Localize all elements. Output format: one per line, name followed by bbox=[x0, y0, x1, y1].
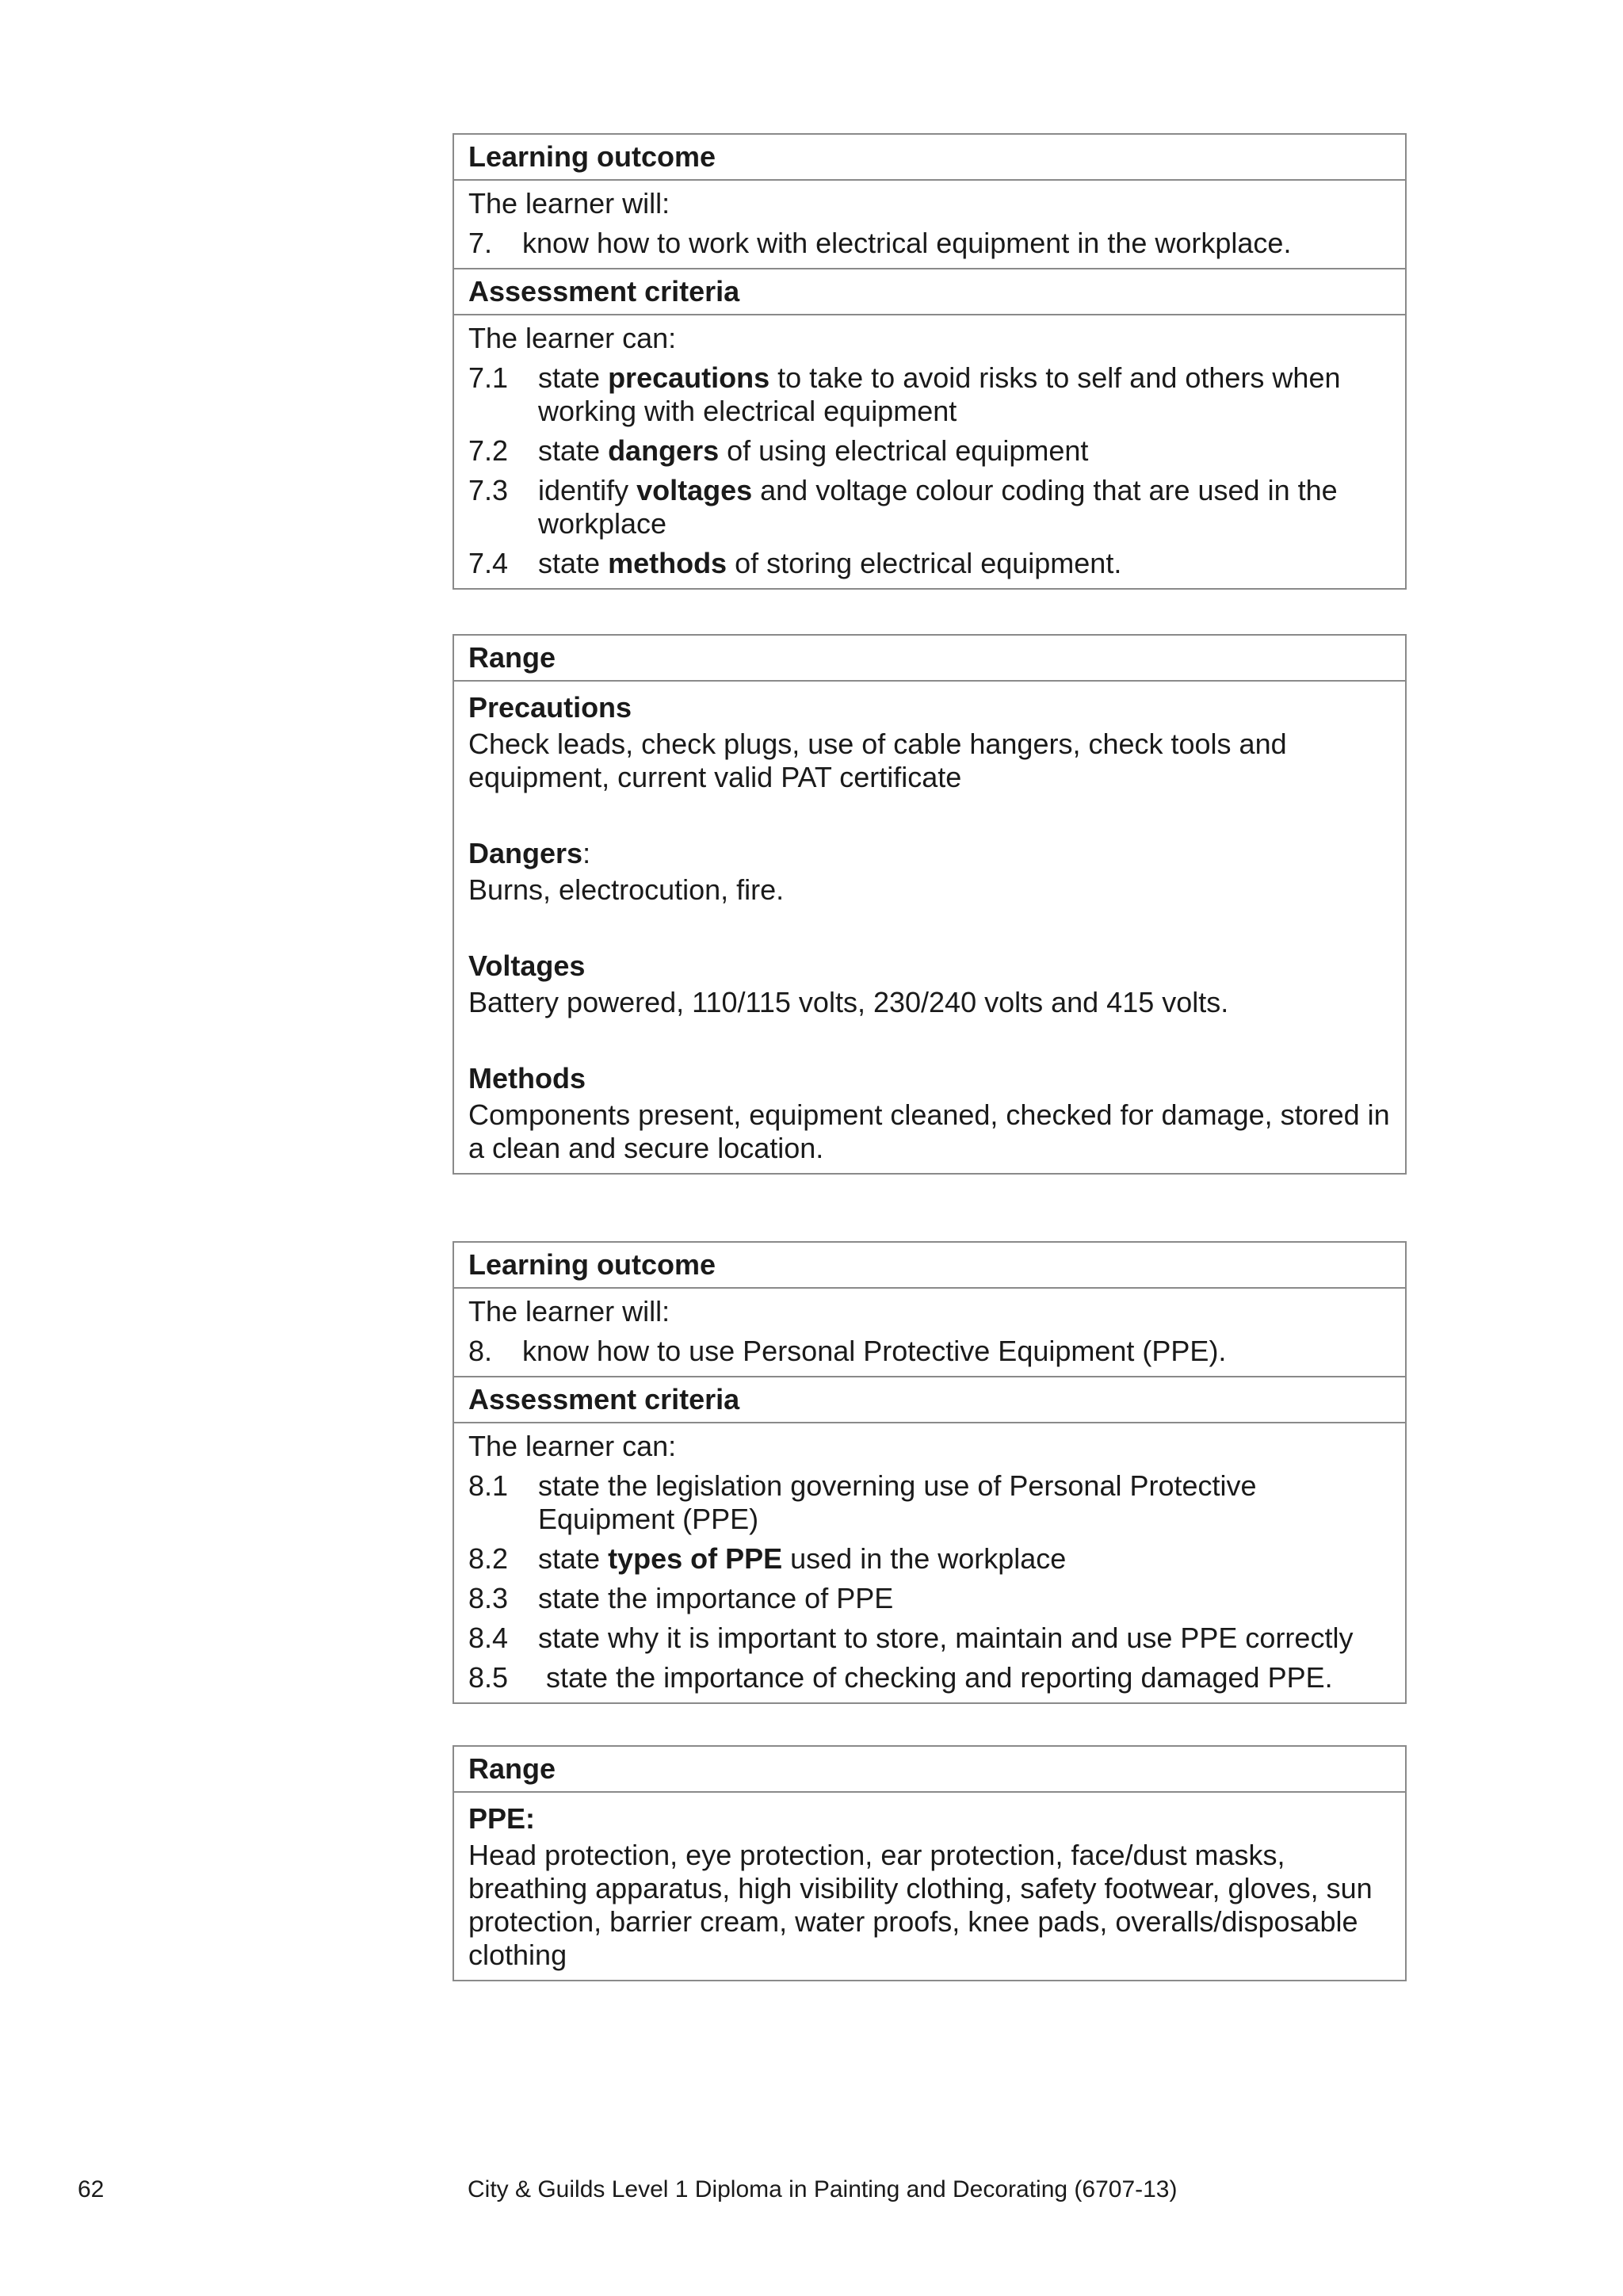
outcome-item bbox=[468, 1335, 1391, 1368]
criterion-item bbox=[468, 1661, 1391, 1694]
criterion-text: state the importance of PPE bbox=[538, 1582, 894, 1614]
range-section-title: Voltages bbox=[468, 949, 586, 982]
criterion-number: 7.3 bbox=[468, 474, 509, 506]
range-section-title: Methods bbox=[468, 1062, 586, 1095]
criterion-number: 8.5 bbox=[468, 1661, 509, 1694]
criterion-text: state methods of storing electrical equipment. bbox=[538, 547, 1122, 579]
range-section-title: PPE: bbox=[468, 1802, 536, 1835]
assessment-criteria-body bbox=[454, 314, 1405, 588]
learning-outcome-body bbox=[454, 1287, 1405, 1376]
criterion-text: state types of PPE used in the workplace bbox=[538, 1542, 1067, 1575]
criterion-text: state the legislation governing use of Personal Protective Equipment (PPE) bbox=[538, 1469, 1257, 1535]
criterion-number: 8.4 bbox=[468, 1622, 509, 1654]
assessment-criteria-header: Assessment criteria bbox=[454, 268, 1405, 314]
learning-outcome-body bbox=[454, 179, 1405, 268]
criterion-text: state the importance of checking and reporting damaged PPE. bbox=[538, 1661, 1333, 1694]
page-number: 62 bbox=[78, 2176, 105, 2202]
criterion-number: 7.1 bbox=[468, 361, 509, 394]
assessment-criteria-header: Assessment criteria bbox=[454, 1376, 1405, 1422]
outcome-text: know how to work with electrical equipment in the workplace. bbox=[522, 227, 1292, 259]
criterion-item bbox=[468, 1582, 1391, 1615]
criterion-item bbox=[468, 547, 1391, 580]
criterion-item bbox=[468, 1469, 1391, 1536]
criterion-item bbox=[468, 1622, 1391, 1655]
range-section-title: Dangers: bbox=[468, 837, 591, 869]
assessment-criteria-body bbox=[454, 1422, 1405, 1702]
range-section-text: Head protection, eye protection, ear protection, face/dust masks, breathing apparatus, high visibility clothing, safety footwear, gloves, sun protection, barrier cream, water proofs, knee pads, overalls/disposable clothing bbox=[468, 1839, 1373, 1971]
criterion-number: 7.4 bbox=[468, 547, 509, 579]
range-body bbox=[454, 680, 1405, 1173]
range-8-table bbox=[453, 1745, 1407, 1981]
criterion-item bbox=[468, 361, 1391, 428]
outcome-number: 8. bbox=[468, 1335, 493, 1367]
learning-outcome-7-table bbox=[453, 133, 1407, 590]
range-header: Range bbox=[468, 1752, 556, 1785]
learning-outcome-8-table bbox=[453, 1241, 1407, 1704]
learning-outcome-header: Learning outcome bbox=[468, 140, 716, 173]
range-section-text: Components present, equipment cleaned, checked for damage, stored in a clean and secure location. bbox=[468, 1098, 1390, 1164]
range-7-table bbox=[453, 634, 1407, 1175]
learner-will-intro: The learner will: bbox=[468, 187, 670, 220]
criterion-text: state precautions to take to avoid risks to self and others when working with electrical equipment bbox=[538, 361, 1341, 427]
range-header: Range bbox=[468, 641, 556, 674]
footer-title: City & Guilds Level 1 Diploma in Painting and Decorating (6707-13) bbox=[468, 2176, 1178, 2202]
outcome-number: 7. bbox=[468, 227, 493, 259]
range-section-text: Battery powered, 110/115 volts, 230/240 volts and 415 volts. bbox=[468, 986, 1229, 1018]
learner-can-intro: The learner can: bbox=[468, 322, 677, 354]
criterion-number: 7.2 bbox=[468, 434, 509, 467]
learning-outcome-header: Learning outcome bbox=[468, 1248, 716, 1281]
learner-will-intro: The learner will: bbox=[468, 1295, 670, 1328]
criterion-item bbox=[468, 1542, 1391, 1576]
criterion-number: 8.2 bbox=[468, 1542, 509, 1575]
criterion-number: 8.1 bbox=[468, 1469, 509, 1502]
criterion-text: state why it is important to store, maintain and use PPE correctly bbox=[538, 1622, 1354, 1654]
range-section-text: Burns, electrocution, fire. bbox=[468, 873, 785, 906]
range-body bbox=[454, 1791, 1405, 1980]
criterion-number: 8.3 bbox=[468, 1582, 509, 1614]
criterion-text: state dangers of using electrical equipment bbox=[538, 434, 1089, 467]
outcome-text: know how to use Personal Protective Equipment (PPE). bbox=[522, 1335, 1227, 1367]
range-section-text: Check leads, check plugs, use of cable hangers, check tools and equipment, current valid PAT certificate bbox=[468, 728, 1287, 793]
learner-can-intro: The learner can: bbox=[468, 1430, 677, 1462]
criterion-item bbox=[468, 434, 1391, 468]
range-section-title: Precautions bbox=[468, 691, 632, 724]
criterion-text: identify voltages and voltage colour coding that are used in the workplace bbox=[538, 474, 1338, 540]
criterion-item bbox=[468, 474, 1391, 541]
outcome-item bbox=[468, 227, 1391, 260]
